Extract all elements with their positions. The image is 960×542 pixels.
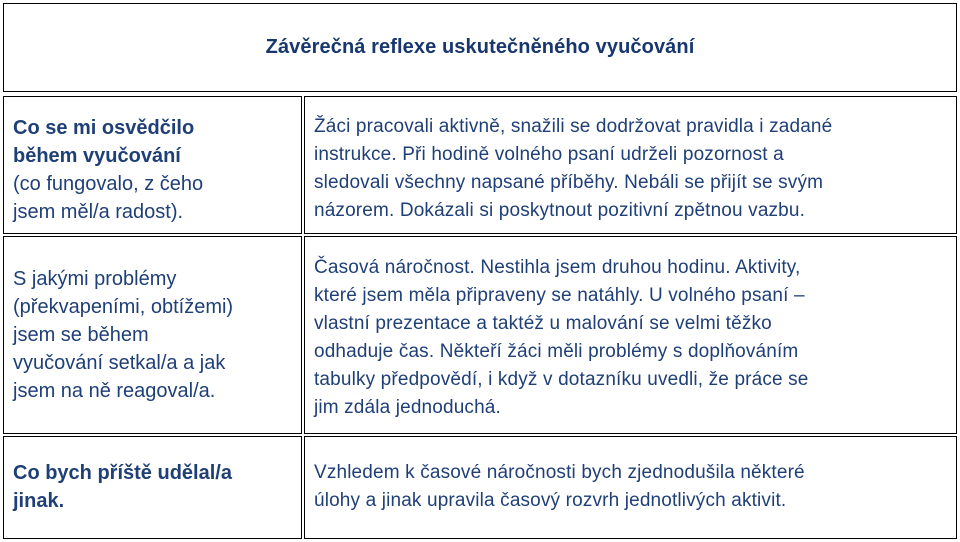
answer-line: Časová náročnost. Nestihla jsem druhou hodinu. Aktivity, [314,257,801,278]
table-title: Závěrečná reflexe uskutečněného vyučování [265,36,695,58]
question-line: jinak. [13,490,65,512]
question-line: jsem se během [13,324,149,346]
question-line: jsem měl/a radost). [13,201,184,223]
question-line: S jakými problémy [13,268,177,290]
answer-line: názorem. Dokázali si poskytnout pozitivní zpětnou vazbu. [314,200,806,221]
question-cell-problems [3,236,302,434]
answer-cell-what-worked [304,96,957,234]
answer-line: sledovali všechny napsané příběhy. Nebáli se přijít se svým [314,172,824,193]
question-line: během vyučování [13,145,181,167]
answer-line: Vzhledem k časové náročnosti bych zjednodušila některé [314,462,805,483]
question-line: Co bych příště udělal/a [13,462,232,484]
answer-line: odhaduje čas. Někteří žáci měli problémy s doplňováním [314,341,799,362]
answer-line: Žáci pracovali aktivně, snažili se dodržovat pravidla i zadané [314,116,833,137]
answer-line: úlohy a jinak upravila časový rozvrh jednotlivých aktivit. [314,490,787,511]
question-line: (překvapeními, obtížemi) [13,296,234,318]
answer-line: jim zdála jednoduchá. [314,397,501,418]
table-title-cell [3,3,957,92]
answer-cell-problems [304,236,957,434]
answer-line: které jsem měla připraveny se natáhly. U volného psaní – [314,285,805,306]
question-cell-next-time [3,436,302,539]
question-cell-what-worked [3,96,302,234]
answer-line: tabulky předpovědí, i když v dotazníku uvedli, že práce se [314,369,809,390]
answer-cell-next-time [304,436,957,539]
answer-line: instrukce. Při hodině volného psaní udrželi pozornost a [314,144,784,165]
answer-line: vlastní prezentace a taktéž u malování se velmi těžko [314,313,772,334]
question-line: vyučování setkal/a a jak [13,352,226,374]
question-line: (co fungovalo, z čeho [13,173,204,195]
question-line: jsem na ně reagoval/a. [13,380,216,402]
question-line: Co se mi osvědčilo [13,117,195,139]
